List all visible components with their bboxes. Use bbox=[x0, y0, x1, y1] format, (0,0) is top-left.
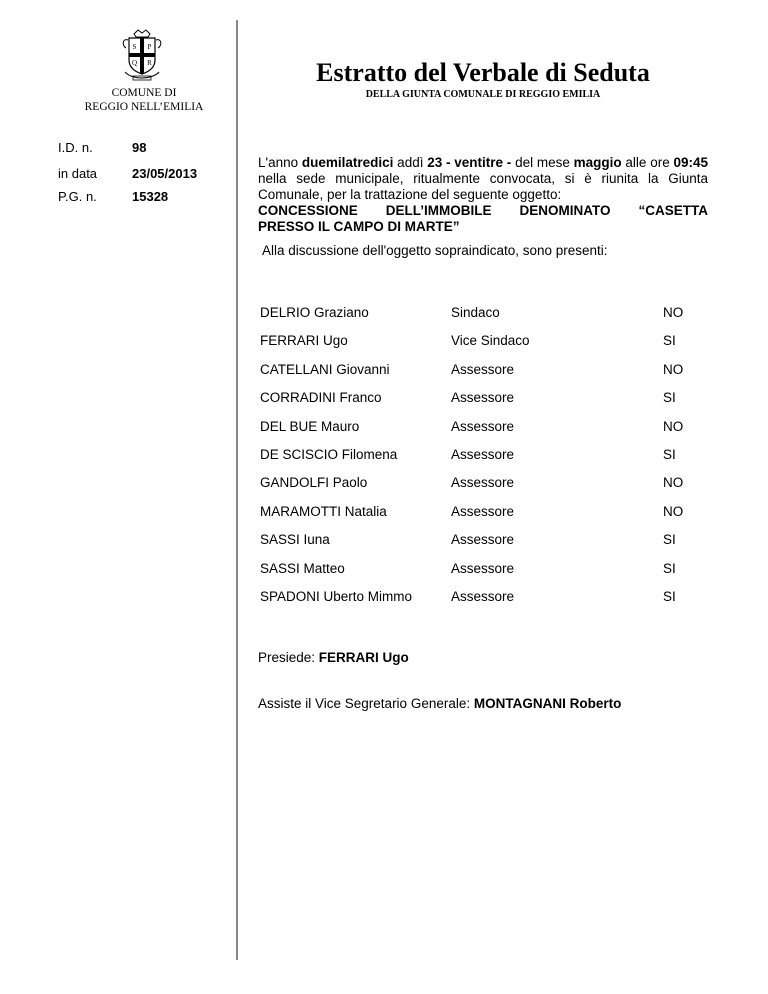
member-presence: SI bbox=[663, 589, 676, 604]
member-presence: SI bbox=[663, 390, 676, 405]
date-label: in data bbox=[58, 166, 98, 181]
member-presence: NO bbox=[663, 504, 684, 519]
document-subtitle: DELLA GIUNTA COMUNALE DI REGGIO EMILIA bbox=[365, 89, 601, 100]
issuer-line-1: COMUNE DI bbox=[111, 87, 177, 99]
member-name: SASSI Matteo bbox=[260, 561, 345, 576]
intro-text-4: alle ore bbox=[621, 155, 674, 170]
attendance-row bbox=[260, 305, 710, 323]
member-presence: SI bbox=[663, 561, 676, 576]
id-value: 98 bbox=[132, 140, 147, 155]
member-role: Assessore bbox=[451, 561, 515, 576]
issuer-name bbox=[60, 86, 228, 114]
municipal-coat-of-arms-icon bbox=[120, 28, 164, 84]
secretary bbox=[258, 696, 621, 711]
member-name: SPADONI Uberto Mimmo bbox=[260, 589, 413, 604]
member-name: DE SCISCIO Filomena bbox=[260, 447, 398, 462]
intro-text-1: L'anno bbox=[258, 155, 302, 170]
attendance-row bbox=[260, 589, 710, 607]
subject-line-1 bbox=[258, 203, 708, 219]
member-name: DELRIO Graziano bbox=[260, 305, 369, 320]
intro-day: 23 - ventitre - bbox=[427, 155, 512, 170]
intro-month: maggio bbox=[573, 155, 622, 170]
attendance-row bbox=[260, 333, 710, 351]
member-name: SASSI Iuna bbox=[260, 532, 330, 547]
date-value: 23/05/2013 bbox=[132, 166, 198, 181]
intro-text-2: addì bbox=[393, 155, 428, 170]
member-role: Assessore bbox=[451, 419, 515, 434]
member-presence: NO bbox=[663, 419, 684, 434]
id-label: I.D. n. bbox=[58, 140, 93, 155]
attendance-row bbox=[260, 447, 710, 465]
secretary-name: MONTAGNANI Roberto bbox=[473, 696, 622, 711]
attendance-intro: Alla discussione dell'oggetto sopraindicato, sono presenti: bbox=[262, 243, 608, 258]
member-role: Assessore bbox=[451, 475, 515, 490]
intro-text-3: del mese bbox=[511, 155, 574, 170]
pg-label: P.G. n. bbox=[58, 189, 97, 204]
member-presence: NO bbox=[663, 305, 684, 320]
intro-paragraph bbox=[258, 155, 708, 203]
chairperson bbox=[258, 650, 409, 665]
member-presence: SI bbox=[663, 532, 676, 547]
column-divider bbox=[236, 20, 238, 960]
member-role: Assessore bbox=[451, 589, 515, 604]
member-role: Assessore bbox=[451, 390, 515, 405]
svg-text:P: P bbox=[147, 43, 152, 51]
intro-year: duemilatredici bbox=[301, 155, 394, 170]
intro-time: 09:45 bbox=[673, 155, 709, 170]
subject-word-3: DENOMINATO bbox=[519, 203, 611, 218]
issuer-line-2: REGGIO NELL’EMILIA bbox=[84, 101, 204, 113]
subject-word-4: “CASETTA bbox=[638, 203, 708, 218]
member-name: MARAMOTTI Natalia bbox=[260, 504, 387, 519]
subject-word-1: CONCESSIONE bbox=[258, 203, 358, 218]
chair-name: FERRARI Ugo bbox=[318, 650, 409, 665]
member-role: Assessore bbox=[451, 532, 515, 547]
pg-value: 15328 bbox=[132, 189, 169, 204]
subject-line-2: PRESSO IL CAMPO DI MARTE” bbox=[258, 219, 460, 234]
attendance-row bbox=[260, 475, 710, 493]
attendance-row bbox=[260, 504, 710, 522]
svg-text:S: S bbox=[132, 43, 137, 51]
member-role: Sindaco bbox=[451, 305, 500, 320]
svg-text:R: R bbox=[147, 59, 152, 67]
intro-text-5: nella sede municipale, ritualmente convocata, si è riunita la Giunta Comunale, per la trattazione del seguente oggetto: bbox=[258, 171, 708, 202]
member-name: CATELLANI Giovanni bbox=[260, 362, 390, 377]
member-presence: SI bbox=[663, 333, 676, 348]
member-role: Vice Sindaco bbox=[451, 333, 530, 348]
member-name: GANDOLFI Paolo bbox=[260, 475, 368, 490]
document-title: Estratto del Verbale di Seduta bbox=[316, 58, 650, 87]
member-name: CORRADINI Franco bbox=[260, 390, 382, 405]
attendance-row bbox=[260, 532, 710, 550]
member-role: Assessore bbox=[451, 504, 515, 519]
member-presence: SI bbox=[663, 447, 676, 462]
subject-word-2: DELL’IMMOBILE bbox=[385, 203, 492, 218]
svg-text:Q: Q bbox=[131, 59, 138, 67]
member-role: Assessore bbox=[451, 362, 515, 377]
member-name: FERRARI Ugo bbox=[260, 333, 348, 348]
attendance-row bbox=[260, 419, 710, 437]
chair-label: Presiede: bbox=[258, 650, 319, 665]
member-presence: NO bbox=[663, 475, 684, 490]
attendance-row bbox=[260, 362, 710, 380]
secretary-label: Assiste il Vice Segretario Generale: bbox=[258, 696, 474, 711]
attendance-row bbox=[260, 561, 710, 579]
meeting-subject bbox=[258, 203, 708, 235]
attendance-row bbox=[260, 390, 710, 408]
member-name: DEL BUE Mauro bbox=[260, 419, 360, 434]
member-presence: NO bbox=[663, 362, 684, 377]
member-role: Assessore bbox=[451, 447, 515, 462]
